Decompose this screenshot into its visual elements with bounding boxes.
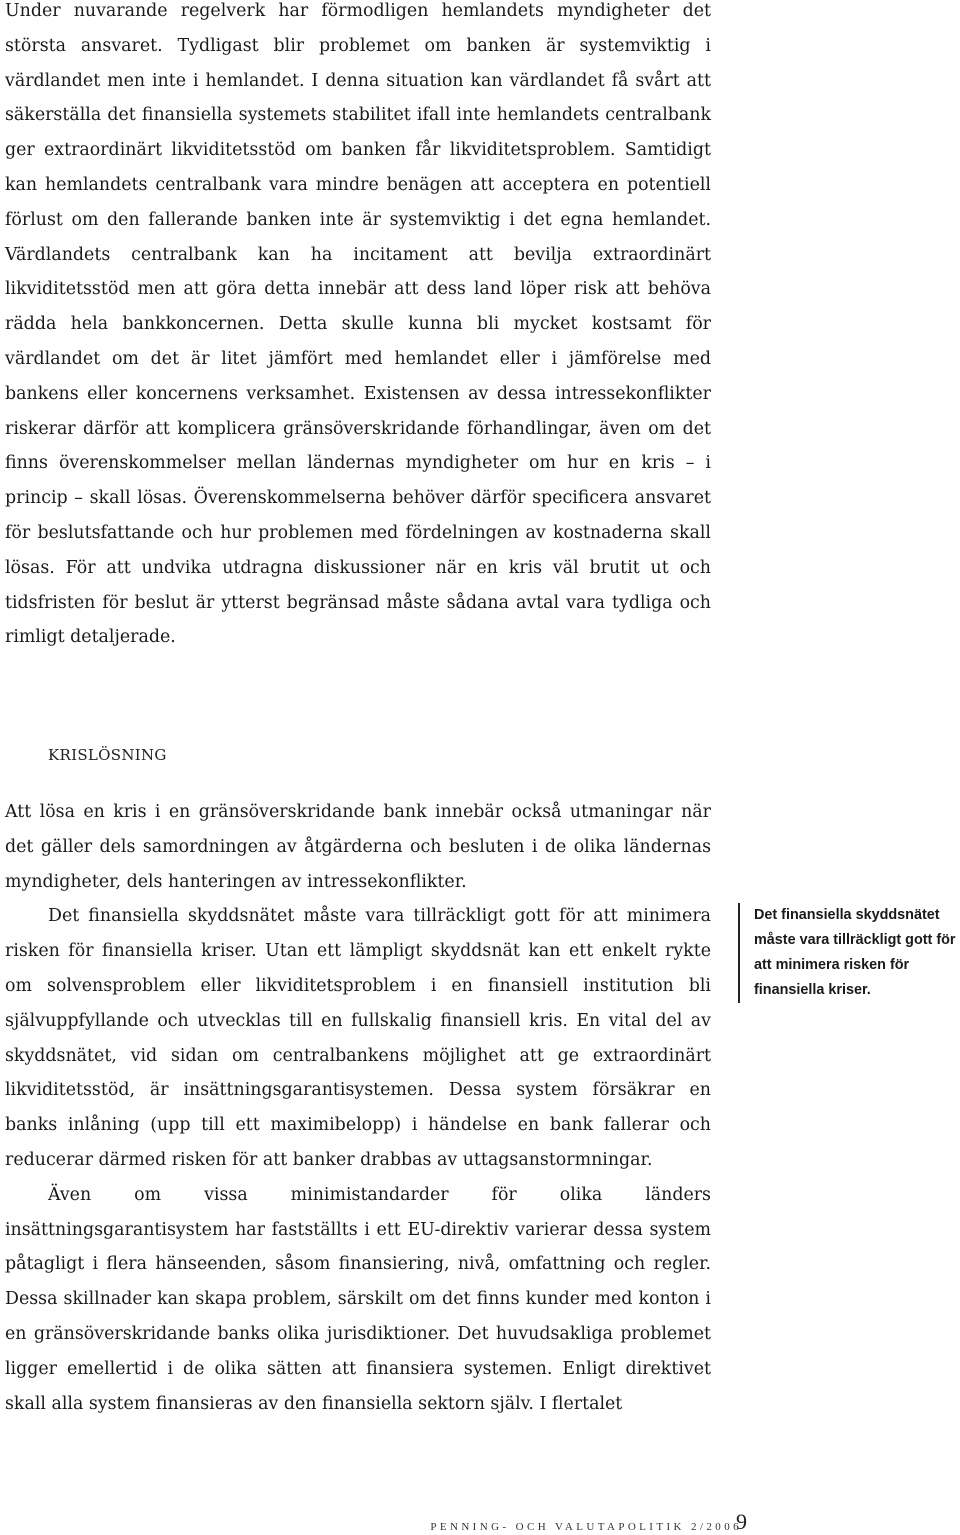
page-number: 9 — [736, 1509, 747, 1534]
paragraph: Under nuvarande regelverk har förmodligen hemlandets myndigheter det största ansvaret. Tydligast blir problemet om banken är systemviktig i värdlandet men inte i hemlandet. I denna situation kan värdlandet få svårt att säkerställa det finansiella systemets stabilitet ifall inte hemlandets centralbank ger extraordinärt likviditetsstöd om banken får likviditetsproblem. Samtidigt kan hemlandets centralbank vara mindre benägen att acceptera en potentiell förlust om den fallerande banken inte är systemviktig i det egna hemlandet. Värdlandets centralbank kan ha incitament att bevilja extraordinärt likviditetsstöd men att göra detta innebär att dess land löper risk att behöva rädda hela bankkoncernen. Detta skulle kunna bli mycket kostsamt för värdlandet om det är litet jämfört med hemlandet eller i jämförelse med bankens eller koncernens verksamhet. Existensen av dessa intressekonflikter riskerar därför att komplicera gränsöverskridande förhandlingar, även om det finns överenskommelser mellan ländernas myndigheter om hur en kris – i princip – skall lösas. Överenskommelserna behöver därför specificera ansvaret för beslutsfattande och hur problemen med fördelningen av kostnaderna skall lösas. För att undvika utdragna diskussioner när en kris väl brutit ut och tidsfristen för beslut är ytterst begränsad måste sådana avtal vara tydliga och rimligt detaljerade. — [5, 1, 711, 648]
section-heading: KRISLÖSNING — [48, 746, 167, 764]
intro-text — [5, 0, 711, 655]
margin-note: Det finansiella skyddsnätet måste vara tillräckligt gott för att minimera risken för finansiella kriser. — [738, 903, 960, 1003]
paragraph: Att lösa en kris i en gränsöverskridande bank innebär också utmaningar när det gäller dels samordningen av åtgärderna och besluten i de olika ländernas myndigheter, dels hanteringen av intressekonflikter. — [5, 802, 711, 892]
paragraph: Även om vissa minimistandarder för olika länders insättningsgarantisystem har fastställts i ett EU-direktiv varierar dessa system påtagligt i flera hänseenden, såsom finansiering, nivå, omfattning och regler. Dessa skillnader kan skapa problem, särskilt om det finns kunder med konton i en gränsöverskridande banks olika jurisdiktioner. Det huvudsakliga problemet ligger emellertid i de olika sätten att finansiera systemen. Enligt direktivet skall alla system finansieras av den finansiella sektorn själv. I flertalet — [5, 1184, 711, 1414]
paragraph: Det finansiella skyddsnätet måste vara tillräckligt gott för att minimera risken för finansiella kriser. Utan ett lämpligt skyddsnät kan ett enkelt rykte om solvensproblem eller likviditetsproblem i en finansiell institution bli självuppfyllande och utvecklas till en fullskalig finansiell kris. En vital del av skyddsnätet, vid sidan om centralbankens möjlighet att ge extraordinärt likviditetsstöd, är insättningsgarantisystemen. Dessa system försäkrar en banks inlåning (upp till ett maximibelopp) i händelse en bank fallerar och reducerar därmed risken för att banker drabbas av uttagsanstormningar. — [5, 906, 711, 1170]
running-footer: PENNING- OCH VALUTAPOLITIK 2/2006 — [430, 1521, 742, 1533]
section-body — [5, 795, 711, 1421]
